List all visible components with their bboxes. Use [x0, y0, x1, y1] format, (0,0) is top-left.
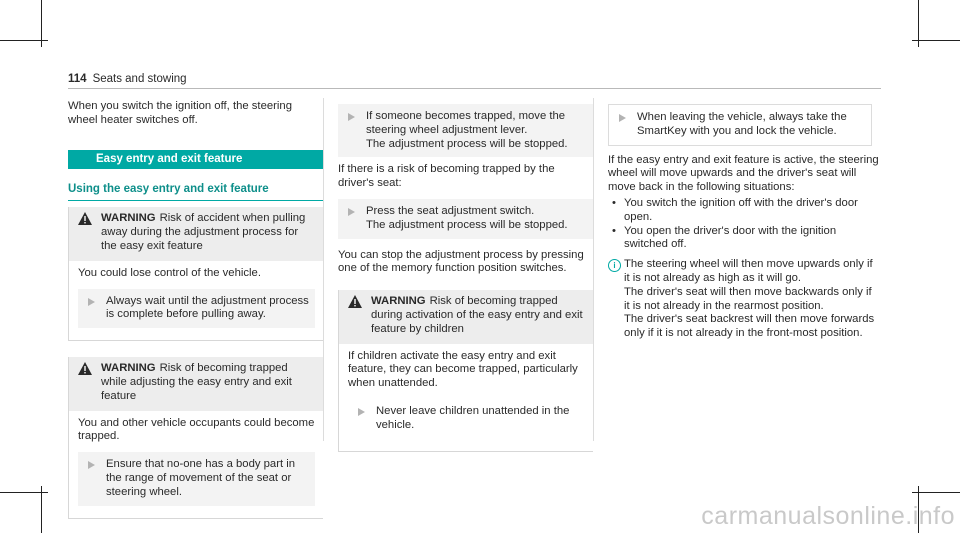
note-text: The driver's seat will then move backwards only if it is not already in the rearmost position. — [624, 285, 872, 312]
arrow-icon — [358, 408, 365, 416]
warning-title: Risk of accident when pulling away during the adjustment process for the easy exit feature — [101, 212, 306, 252]
column-3 — [608, 100, 880, 341]
body-text: If there is a risk of becoming trapped by the driver's seat: — [338, 163, 555, 190]
warning-header — [69, 207, 323, 260]
warning-box — [68, 207, 323, 341]
warning-header — [339, 290, 593, 343]
warning-body — [69, 411, 323, 518]
warning-text: You and other vehicle occupants could become trapped. — [78, 416, 315, 443]
column-2 — [338, 100, 593, 452]
action-step — [338, 199, 593, 239]
intro-text: When you switch the ignition off, the steering wheel heater switches off. — [68, 100, 292, 126]
action-text: Press the seat adjustment switch. — [366, 204, 535, 217]
body-text: You can stop the adjustment process by pressing one of the memory function position switches. — [338, 248, 584, 275]
crop-mark — [0, 40, 48, 41]
action-step — [608, 104, 872, 146]
column-1 — [68, 100, 323, 519]
column-divider — [593, 98, 594, 441]
warning-triangle-icon — [78, 362, 92, 375]
crop-mark — [912, 492, 960, 493]
action-step — [338, 104, 593, 157]
warning-text: If children activate the easy entry and exit feature, they can become trapped, particularly when unattended. — [348, 349, 578, 390]
warning-text: You could lose control of the vehicle. — [78, 266, 261, 279]
arrow-icon — [88, 298, 95, 306]
action-text: Always wait until the adjustment process is complete before pulling away. — [106, 294, 309, 321]
body-text: If the easy entry and exit feature is active, the steering wheel will move upwards and the driver's seat will move back in the following situations: — [608, 153, 879, 194]
crop-mark — [912, 40, 960, 41]
crop-mark — [41, 486, 42, 533]
section-banner: Easy entry and exit feature — [68, 150, 323, 169]
note-text: The steering wheel will then move upwards only if it is not already as high as it will go. — [624, 258, 873, 284]
warning-box — [68, 357, 323, 518]
warning-body — [69, 261, 323, 340]
page-number: 114 — [68, 73, 87, 85]
note-text: The driver's seat backrest will then move forwards only if it is not already in the front-most position. — [624, 313, 875, 340]
arrow-icon — [619, 114, 626, 122]
warning-title: Risk of becoming trapped while adjusting the easy entry and exit feature — [101, 362, 292, 402]
action-text: Ensure that no-one has a body part in the range of movement of the seat or steering wheel. — [106, 458, 296, 498]
arrow-icon — [348, 208, 355, 216]
info-icon: i — [608, 259, 621, 272]
action-step — [78, 452, 315, 505]
action-step — [78, 289, 315, 329]
arrow-icon — [348, 113, 355, 121]
situation-list — [608, 197, 880, 252]
warning-triangle-icon — [78, 212, 92, 225]
crop-mark — [0, 492, 48, 493]
warning-triangle-icon — [348, 295, 362, 308]
list-item: • You switch the ignition off with the driver's door open. — [608, 197, 880, 225]
header-rule — [68, 88, 881, 89]
action-step — [348, 399, 585, 439]
action-result: The adjustment process will be stopped. — [366, 137, 568, 150]
column-divider — [323, 98, 324, 441]
warning-header — [69, 357, 323, 410]
section-title: Seats and stowing — [92, 73, 187, 85]
arrow-icon — [88, 461, 95, 469]
note — [608, 258, 880, 341]
warning-keyword: WARNING — [101, 212, 156, 225]
action-text: Never leave children unattended in the vehicle. — [376, 404, 570, 431]
action-text: When leaving the vehicle, always take the SmartKey with you and lock the vehicle. — [637, 111, 847, 137]
warning-keyword: WARNING — [371, 295, 426, 308]
action-text: If someone becomes trapped, move the steering wheel adjustment lever. — [366, 110, 566, 136]
page-header — [68, 73, 187, 85]
warning-body — [339, 344, 593, 451]
warning-box — [338, 290, 593, 451]
subheading: Using the easy entry and exit feature — [68, 183, 323, 202]
warning-title: Risk of becoming trapped during activation of the easy entry and exit feature by children — [371, 295, 583, 335]
list-item: • You open the driver's door with the ignition switched off. — [608, 225, 880, 253]
watermark: carmanualsonline.info — [701, 502, 955, 530]
warning-keyword: WARNING — [101, 362, 156, 375]
action-result: The adjustment process will be stopped. — [366, 218, 568, 231]
